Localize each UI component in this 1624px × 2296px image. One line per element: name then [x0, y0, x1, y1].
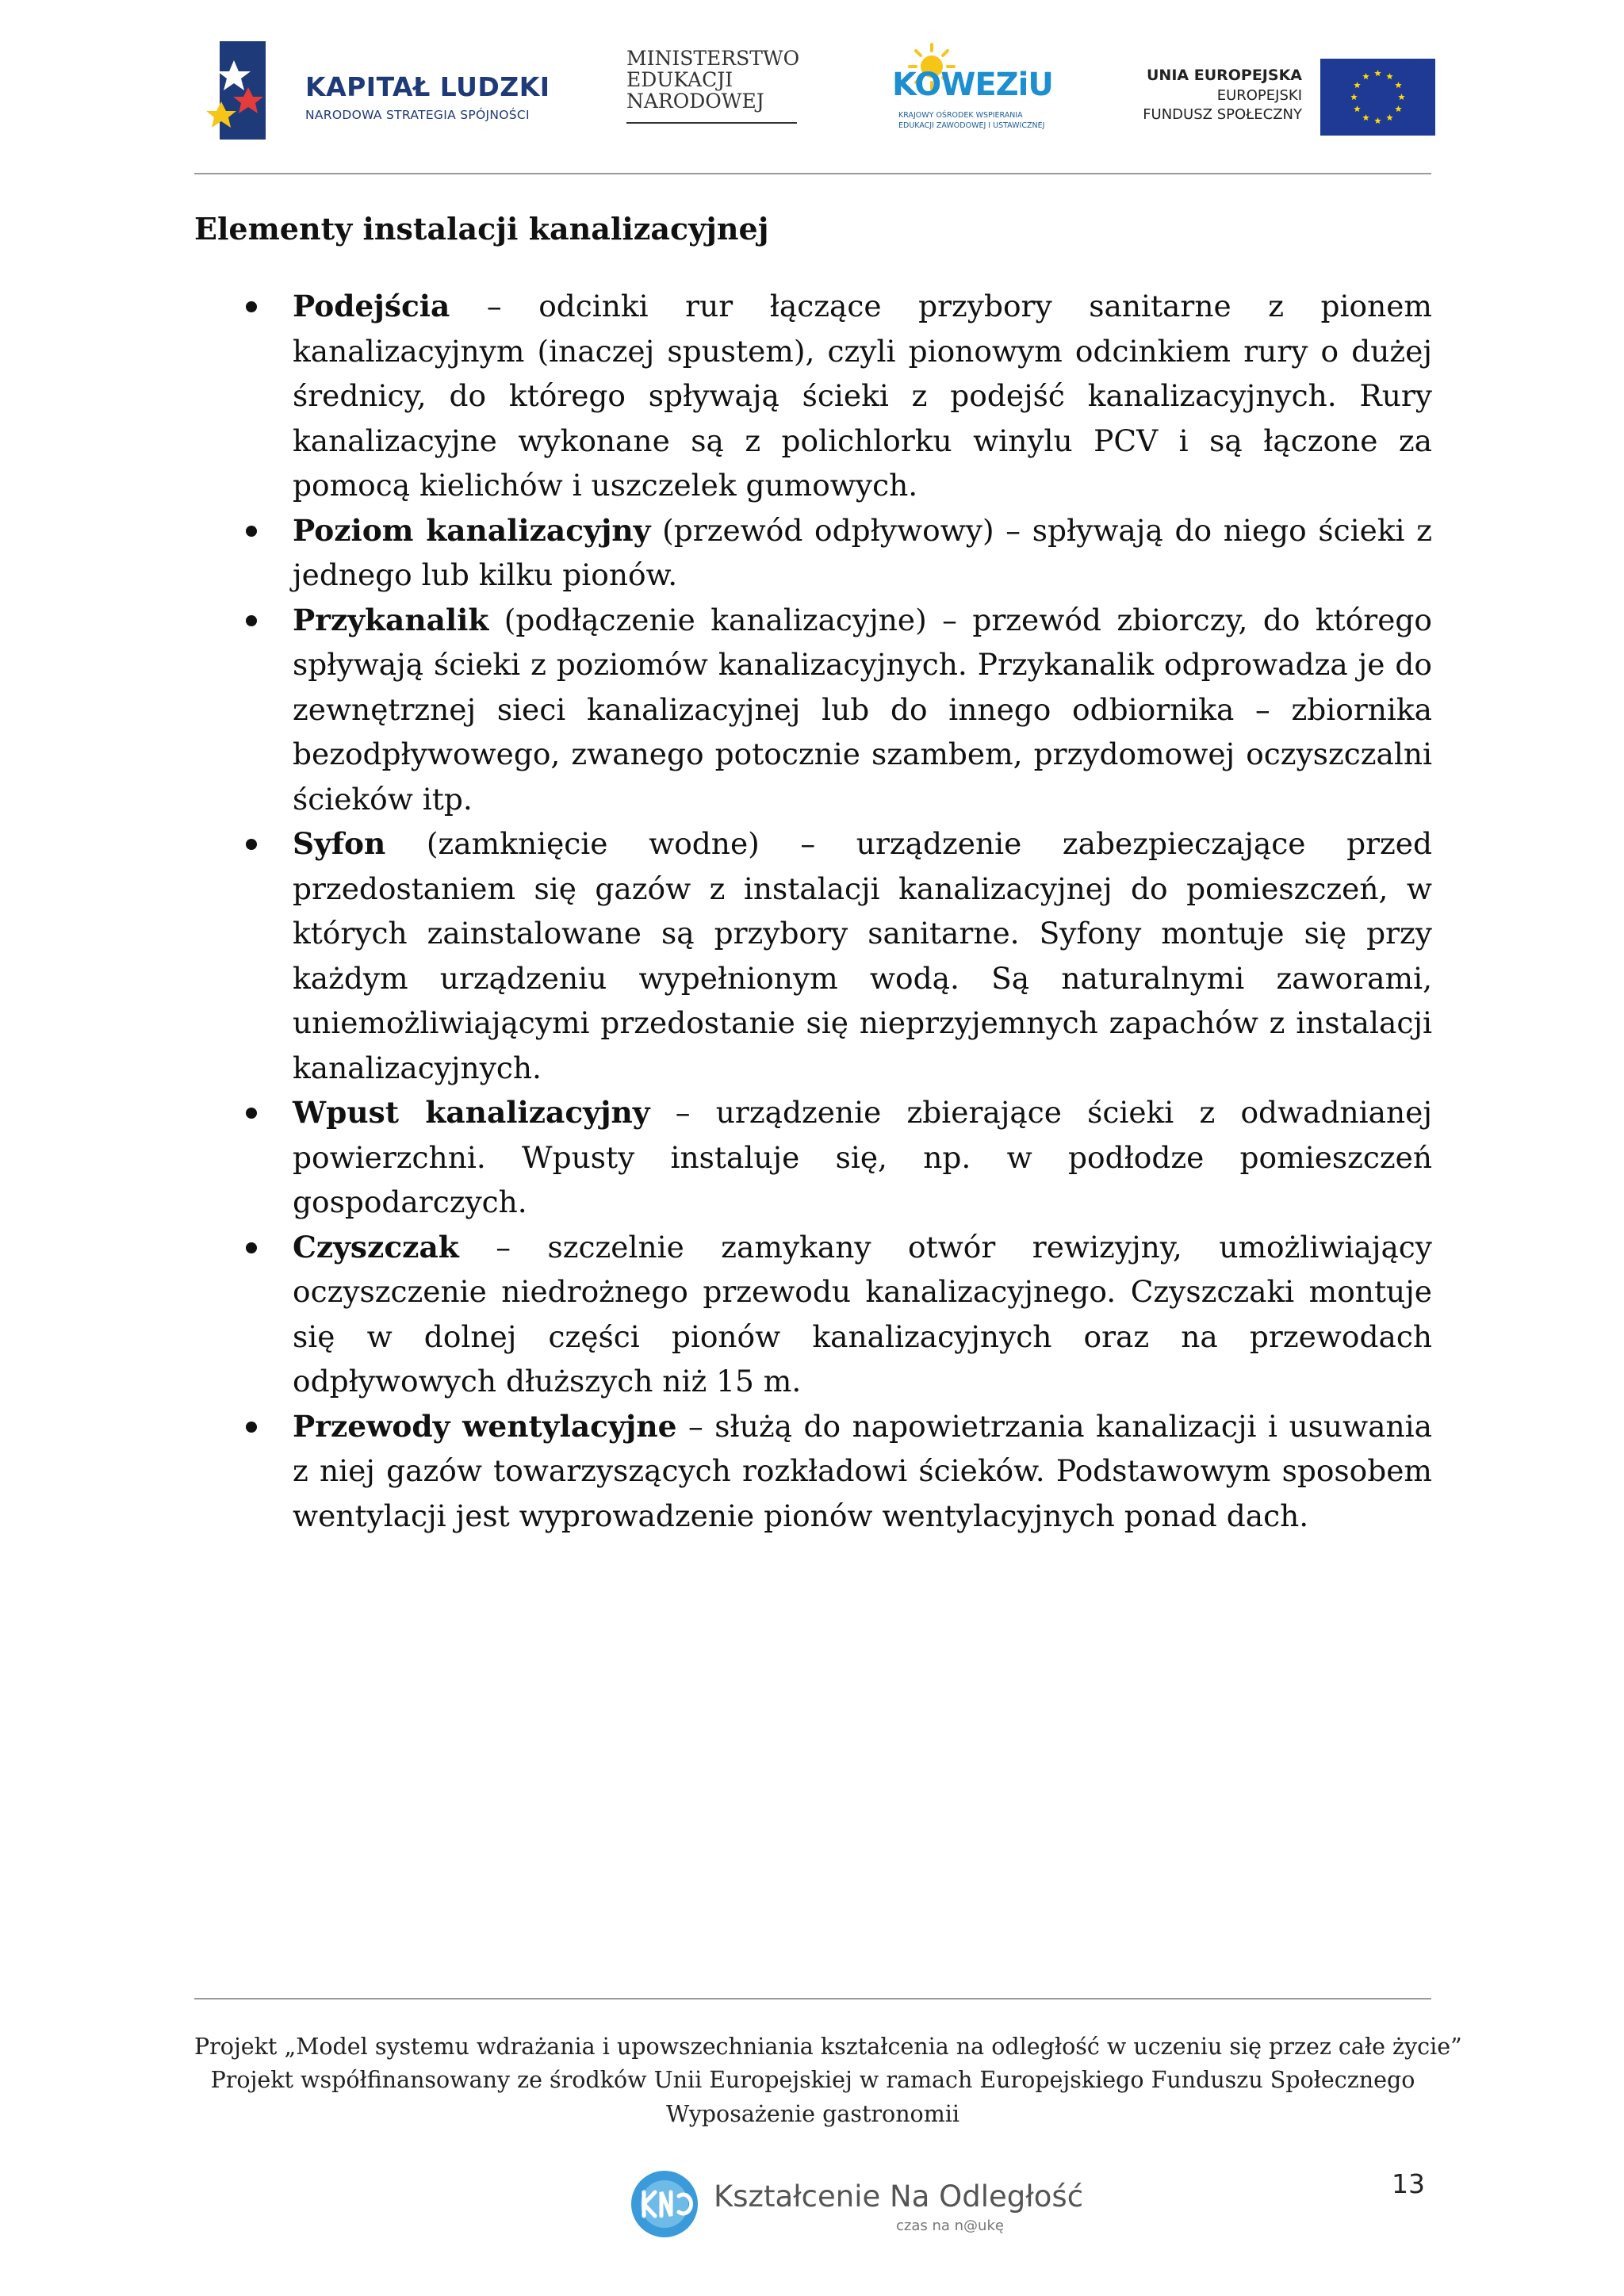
- eu-line-3: FUNDUSZ SPOŁECZNY: [1143, 106, 1302, 123]
- eu-star-icon: [1395, 82, 1402, 88]
- bullet-icon: [246, 839, 257, 850]
- eu-logo: [1143, 51, 1435, 138]
- item-text: – odcinki rur łączące przybory sanitarne z pionem kanalizacyjnym (inaczej spustem), czyli pionowym odcinkiem rury o dużej średnicy, do którego spływają ścieki z podejść kanalizacyjnych. Rury kanalizacyjne wykonane są z polichlorku winylu PCV i są łączone za pomocą kielichów i uszczelek gumowych.: [293, 289, 1432, 503]
- item-text: (przewód odpływowy) – spływają do niego ścieki z jednego lub kilku pionów.: [293, 512, 1432, 592]
- list-item: [238, 508, 1432, 598]
- page-header: [194, 32, 1431, 151]
- footer-divider: [194, 1998, 1431, 1999]
- eu-star-icon: [1350, 94, 1358, 100]
- koweziu-logo: [892, 43, 1074, 143]
- item-text: (zamknięcie wodne) – urządzenie zabezpieczające przed przedostaniem się gazów z instalacji kanalizacyjnej do pomieszczeń, w których zainstalowane są przybory sanitarne. Syfony montuje się przy każdym urządzeniu wypełnionym wodą. Są naturalnymi zaworami, uniemożliwiającymi przedostanie się nieprzyjemnych zapachów z instalacji kanalizacyjnych.: [293, 826, 1432, 1085]
- ministry-line-3: NARODOWEJ: [626, 90, 764, 113]
- kno-tagline: czas na n@ukę: [896, 2218, 1004, 2234]
- bullet-icon: [246, 1422, 257, 1433]
- eu-star-icon: [1398, 94, 1405, 100]
- kno-logo: [626, 2168, 1084, 2244]
- item-text: – szczelnie zamykany otwór rewizyjny, umożliwiający oczyszczenie niedrożnego przewodu kanalizacyjnego. Czyszczaki montuje się w dolnej części pionów kanalizacyjnych oraz na przewodach odpływowych dłuższych niż 15 m.: [293, 1229, 1432, 1399]
- eu-line-1: UNIA EUROPEJSKA: [1147, 67, 1302, 84]
- ministry-line-1: MINISTERSTWO: [626, 47, 800, 70]
- eu-star-icon: [1354, 105, 1361, 112]
- kno-name: Kształcenie Na Odległość: [714, 2179, 1084, 2214]
- item-text: – urządzenie zbierające ścieki z odwadnianej powierzchni. Wpusty instaluje się, np. w podłodze pomieszczeń gospodarczych.: [293, 1095, 1433, 1219]
- eu-line-2: EUROPEJSKI: [1216, 87, 1302, 104]
- item-term: Syfon: [293, 826, 386, 861]
- eu-star-icon: [1354, 82, 1361, 88]
- eu-star-icon: [1374, 117, 1381, 124]
- item-term: Czyszczak: [293, 1229, 459, 1265]
- item-term: Poziom kanalizacyjny: [293, 512, 651, 548]
- elements-list: [238, 284, 1432, 1538]
- eu-star-icon: [1362, 114, 1369, 121]
- ministry-logo: [626, 48, 809, 143]
- koweziu-subtitle-1: KRAJOWY OŚRODEK WSPIERANIA: [898, 111, 1023, 120]
- item-term: Wpust kanalizacyjny: [293, 1095, 650, 1130]
- list-item: [238, 1225, 1432, 1404]
- section-title: Elementy instalacji kanalizacyjnej: [194, 211, 769, 247]
- item-term: Podejścia: [293, 289, 450, 323]
- list-item: [238, 1090, 1432, 1225]
- koweziu-name: KOWEZiU: [892, 67, 1053, 103]
- bullet-icon: [246, 1242, 257, 1253]
- item-term: Przewody wentylacyjne: [293, 1408, 677, 1444]
- list-item: [238, 284, 1432, 508]
- bullet-icon: [246, 1108, 257, 1119]
- bullet-icon: [246, 301, 257, 312]
- kapital-ludzki-title: KAPITAŁ LUDZKI: [305, 71, 550, 102]
- kapital-ludzki-emblem-icon: [202, 38, 297, 143]
- page-number: 13: [1392, 2168, 1425, 2199]
- item-text: – służą do napowietrzania kanalizacji i usuwania z niej gazów towarzyszących rozkładowi ścieków. Podstawowym sposobem wentylacji jest wyprowadzenie pionów wentylacyjnych ponad dach.: [293, 1408, 1433, 1533]
- bullet-icon: [246, 526, 257, 537]
- kno-emblem-icon: [626, 2168, 703, 2240]
- footer-subject-line: Wyposażenie gastronomii: [666, 2101, 959, 2127]
- item-term: Przykanalik: [293, 602, 489, 637]
- eu-star-icon: [1386, 114, 1393, 121]
- bullet-icon: [246, 615, 257, 626]
- eu-star-icon: [1374, 70, 1381, 76]
- header-divider: [194, 173, 1431, 174]
- eu-star-icon: [1395, 105, 1402, 112]
- eu-star-icon: [1362, 73, 1369, 79]
- kapital-ludzki-subtitle: NARODOWA STRATEGIA SPÓJNOŚCI: [305, 108, 530, 122]
- list-item: [238, 1404, 1432, 1539]
- list-item: [238, 821, 1432, 1090]
- kapital-ludzki-logo: [202, 38, 550, 143]
- eu-flag-icon: [1320, 59, 1435, 136]
- item-text: (podłączenie kanalizacyjne) – przewód zbiorczy, do którego spływają ścieki z poziomów kanalizacyjnych. Przykanalik odprowadza je do zewnętrznej sieci kanalizacyjnej lub do innego odbiornika – zbiornika bezodpływowego, zwanego potocznie szambem, przydomowej oczyszczalni ścieków itp.: [293, 602, 1432, 817]
- koweziu-subtitle-2: EDUKACJI ZAWODOWEJ I USTAWICZNEJ: [898, 121, 1045, 130]
- ministry-underline: [626, 122, 797, 124]
- footer-project-line: Projekt „Model systemu wdrażania i upowszechniania kształcenia na odległość w uczeniu się przez całe życie”: [194, 2034, 1462, 2060]
- list-item: [238, 598, 1432, 822]
- footer-funding-line: Projekt współfinansowany ze środków Unii Europejskiej w ramach Europejskiego Funduszu Społecznego: [210, 2067, 1415, 2093]
- ministry-line-2: EDUKACJI: [626, 68, 733, 91]
- eu-star-icon: [1386, 73, 1393, 79]
